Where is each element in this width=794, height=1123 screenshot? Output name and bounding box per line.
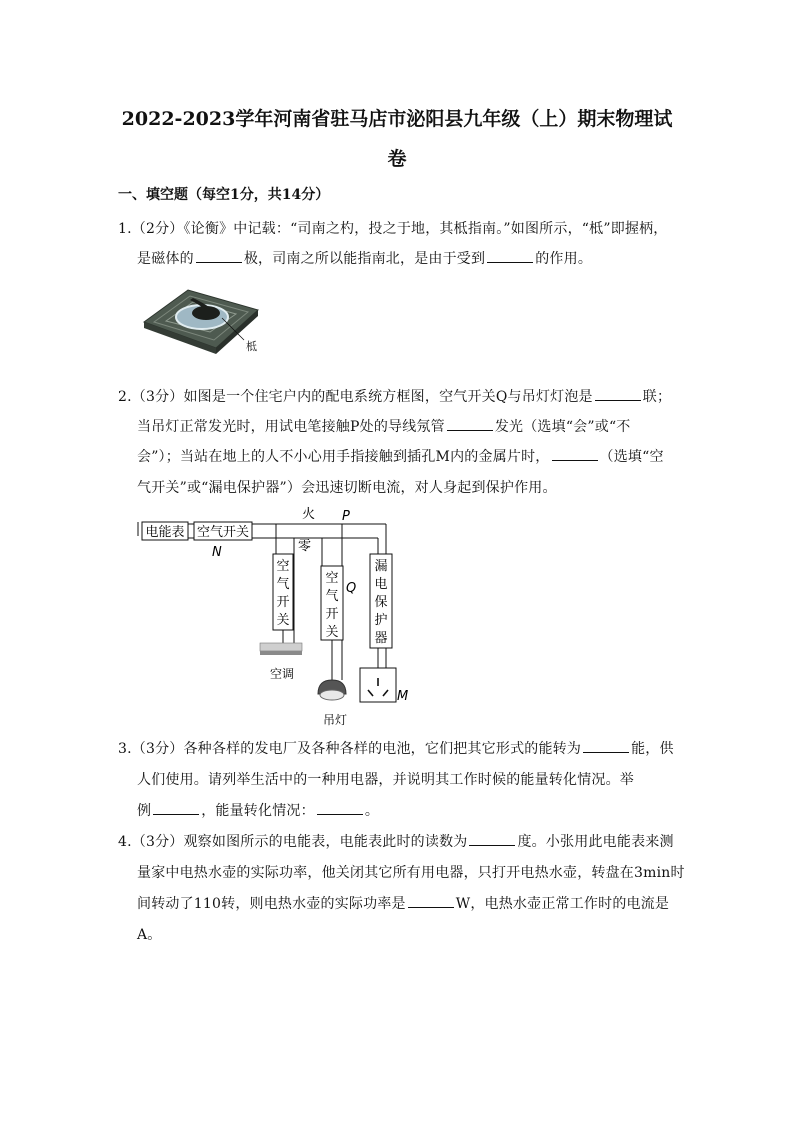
q2-text-e: 会”）；当站在地上的人不小心用手指接触到插孔M内的金属片时， <box>137 449 550 465</box>
q1-line2 <box>137 248 592 268</box>
wiring-diagram <box>132 500 422 732</box>
label-n: N <box>212 545 222 560</box>
switch2-char4: 关 <box>325 625 339 640</box>
label-zero: 零 <box>298 539 312 554</box>
ac-unit <box>260 643 302 651</box>
lamp-bulb <box>320 690 344 700</box>
q1-text-a: 是磁体的 <box>137 251 194 267</box>
protector-char4: 护 <box>374 613 388 628</box>
protector-char5: 器 <box>374 631 388 646</box>
switch2-char1: 空 <box>325 571 339 586</box>
q3-text-a: 3.（3分）各种各样的发电厂及各种各样的电池，它们把其它形式的能转为 <box>118 741 582 757</box>
q3-line3 <box>137 800 379 820</box>
switch1-char3: 开 <box>276 595 290 610</box>
q1-blank-1[interactable] <box>196 250 242 263</box>
q4-blank-1[interactable] <box>469 833 515 846</box>
label-q: Q <box>346 581 357 596</box>
switch1-char4: 关 <box>276 613 290 628</box>
q3-blank-1[interactable] <box>583 740 629 753</box>
switch2-char3: 开 <box>325 607 339 622</box>
page-title-line1: 2022-2023学年河南省驻马店市泌阳县九年级（上）期末物理试 <box>121 108 673 130</box>
q4-blank-2[interactable] <box>408 895 454 908</box>
q3-line2: 人们使用。请列举生活中的一种用电器，并说明其工作时候的能量转化情况。举 <box>137 772 634 788</box>
q4-line4: A。 <box>137 927 162 943</box>
switch1-char1: 空 <box>276 559 290 574</box>
q1-text-c: 的作用。 <box>535 251 593 267</box>
ac-label: 空调 <box>269 667 295 681</box>
q2-line1 <box>118 386 671 406</box>
q2-line4: 气开关”或“漏电保护器”）会迅速切断电流，对人身起到保护作用。 <box>137 480 557 496</box>
q1-blank-2[interactable] <box>487 250 533 263</box>
protector-char2: 电 <box>374 577 388 592</box>
q1-line1: 1.（2分）《论衡》中记载：“司南之杓，投之于地，其柢指南。”如图所示，“柢”即握柄， <box>118 221 668 237</box>
meter-label: 电能表 <box>145 525 185 540</box>
q2-text-d: 发光（选填“会”或“不 <box>494 419 631 435</box>
q3-text-c: 例 <box>137 803 152 819</box>
q2-text-b: 联； <box>642 389 672 405</box>
q3-line1 <box>118 738 674 758</box>
protector-char1: 漏 <box>374 559 388 574</box>
q2-line2 <box>137 416 631 436</box>
q4-line3 <box>137 893 669 913</box>
protector-char3: 保 <box>374 595 388 610</box>
q4-text-b: 度。小张用此电能表来测 <box>517 834 674 850</box>
lamp-label: 吊灯 <box>322 713 348 727</box>
q4-text-a: 4.（3分）观察如图所示的电能表，电能表此时的读数为 <box>118 834 468 850</box>
q2-text-f: （选填“空 <box>599 449 664 465</box>
fig-label-di: 柢 <box>246 340 257 353</box>
q3-text-b: 能，供 <box>631 741 674 757</box>
q2-text-c: 当吊灯正常发光时，用试电笔接触P处的导线氖管 <box>137 419 445 435</box>
main-switch-label: 空气开关 <box>196 525 250 540</box>
label-fire: 火 <box>302 507 316 522</box>
switch2-char2: 气 <box>325 589 339 604</box>
q4-text-d: W，电热水壶正常工作时的电流是 <box>455 896 670 912</box>
q2-text-a: 2.（3分）如图是一个住宅户内的配电系统方框图，空气开关Q与吊灯灯泡是 <box>118 389 593 405</box>
label-p: P <box>342 509 350 524</box>
sinan-compass-figure <box>138 280 274 358</box>
q1-text-b: 极，司南之所以能指南北，是由于受到 <box>243 251 486 267</box>
q2-blank-3[interactable] <box>552 448 598 461</box>
switch1-char2: 气 <box>276 577 290 592</box>
ac-vent <box>260 651 302 655</box>
label-m: M <box>397 689 409 704</box>
q3-blank-3[interactable] <box>317 802 363 815</box>
q2-blank-1[interactable] <box>595 388 641 401</box>
q4-line2: 量家中电热水壶的实际功率，他关闭其它所有用电器，只打开电热水壶，转盘在3min时 <box>137 865 685 881</box>
q4-line1 <box>118 831 674 851</box>
q3-text-d: ，能量转化情况： <box>201 803 315 819</box>
page-title-line2: 卷 <box>387 148 407 170</box>
q4-text-c: 间转动了110转，则电热水壶的实际功率是 <box>137 896 406 912</box>
q3-blank-2[interactable] <box>153 802 199 815</box>
q2-line3 <box>137 446 664 466</box>
q3-text-e: 。 <box>364 803 380 819</box>
section-heading: 一、填空题（每空1分，共14分） <box>118 187 330 203</box>
q2-blank-2[interactable] <box>447 418 493 431</box>
